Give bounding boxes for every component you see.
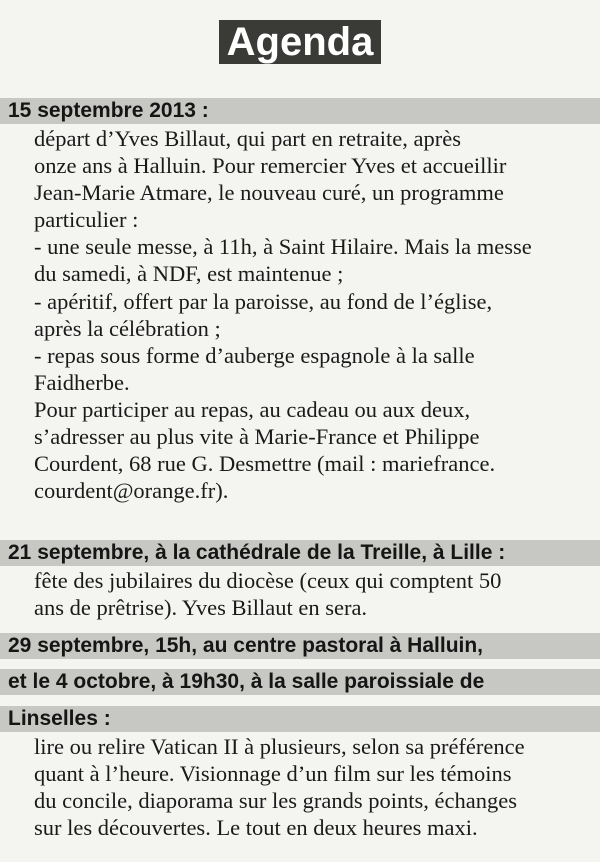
entry-1-line: courdent@orange.fr). [34, 478, 229, 504]
entry-3-heading-line: Linselles : [0, 706, 600, 732]
entry-2-line: ans de prêtrise). Yves Billaut en sera. [34, 595, 368, 621]
entry-1-line: s’adresser au plus vite à Marie-France et Philippe [34, 424, 480, 450]
entry-1-line: Faidherbe. [34, 369, 130, 395]
entry-1-line: du samedi, à NDF, est maintenue ; [34, 261, 344, 287]
entry-1-text [34, 125, 532, 504]
entry-1-heading: 15 septembre 2013 : [0, 98, 600, 124]
entry-3-line: quant à l’heure. Visionnage d’un film sur les témoins [34, 761, 512, 787]
entry-1-line: - repas sous forme d’auberge espagnole à la salle [34, 342, 475, 368]
entry-1-line: Courdent, 68 rue G. Desmettre (mail : mariefrance. [34, 451, 496, 477]
entry-3-line: sur les découvertes. Le tout en deux heures maxi. [34, 815, 478, 841]
entry-2-line: fête des jubilaires du diocèse (ceux qui comptent 50 [34, 568, 502, 593]
entry-2-heading: 21 septembre, à la cathédrale de la Treille, à Lille : [0, 540, 600, 566]
entry-1-line: - une seule messe, à 11h, à Saint Hilaire. Mais la messe [34, 234, 532, 260]
title-wrapper [0, 20, 600, 64]
entry-3-line: du concile, diaporama sur les grands points, échanges [34, 788, 517, 814]
entry-1-line: Jean-Marie Atmare, le nouveau curé, un programme [34, 180, 504, 206]
entry-3-text [34, 733, 525, 841]
entry-1-line: Pour participer au repas, au cadeau ou aux deux, [34, 396, 471, 422]
entry-1-line: départ d’Yves Billaut, qui part en retraite, après [34, 126, 461, 151]
agenda-title: Agenda [219, 20, 382, 64]
entry-1-line: après la célébration ; [34, 315, 221, 341]
entry-1-line: particulier : [34, 207, 139, 233]
entry-3-heading-line: 29 septembre, 15h, au centre pastoral à Halluin, [0, 633, 600, 659]
entry-3-line: lire ou relire Vatican II à plusieurs, selon sa préférence [34, 734, 525, 759]
entry-1-line: onze ans à Halluin. Pour remercier Yves et accueillir [34, 153, 507, 179]
entry-2-text [34, 567, 501, 621]
entry-3-heading-line: et le 4 octobre, à 19h30, à la salle paroissiale de [0, 669, 600, 695]
entry-1-line: - apéritif, offert par la paroisse, au fond de l’église, [34, 288, 493, 314]
